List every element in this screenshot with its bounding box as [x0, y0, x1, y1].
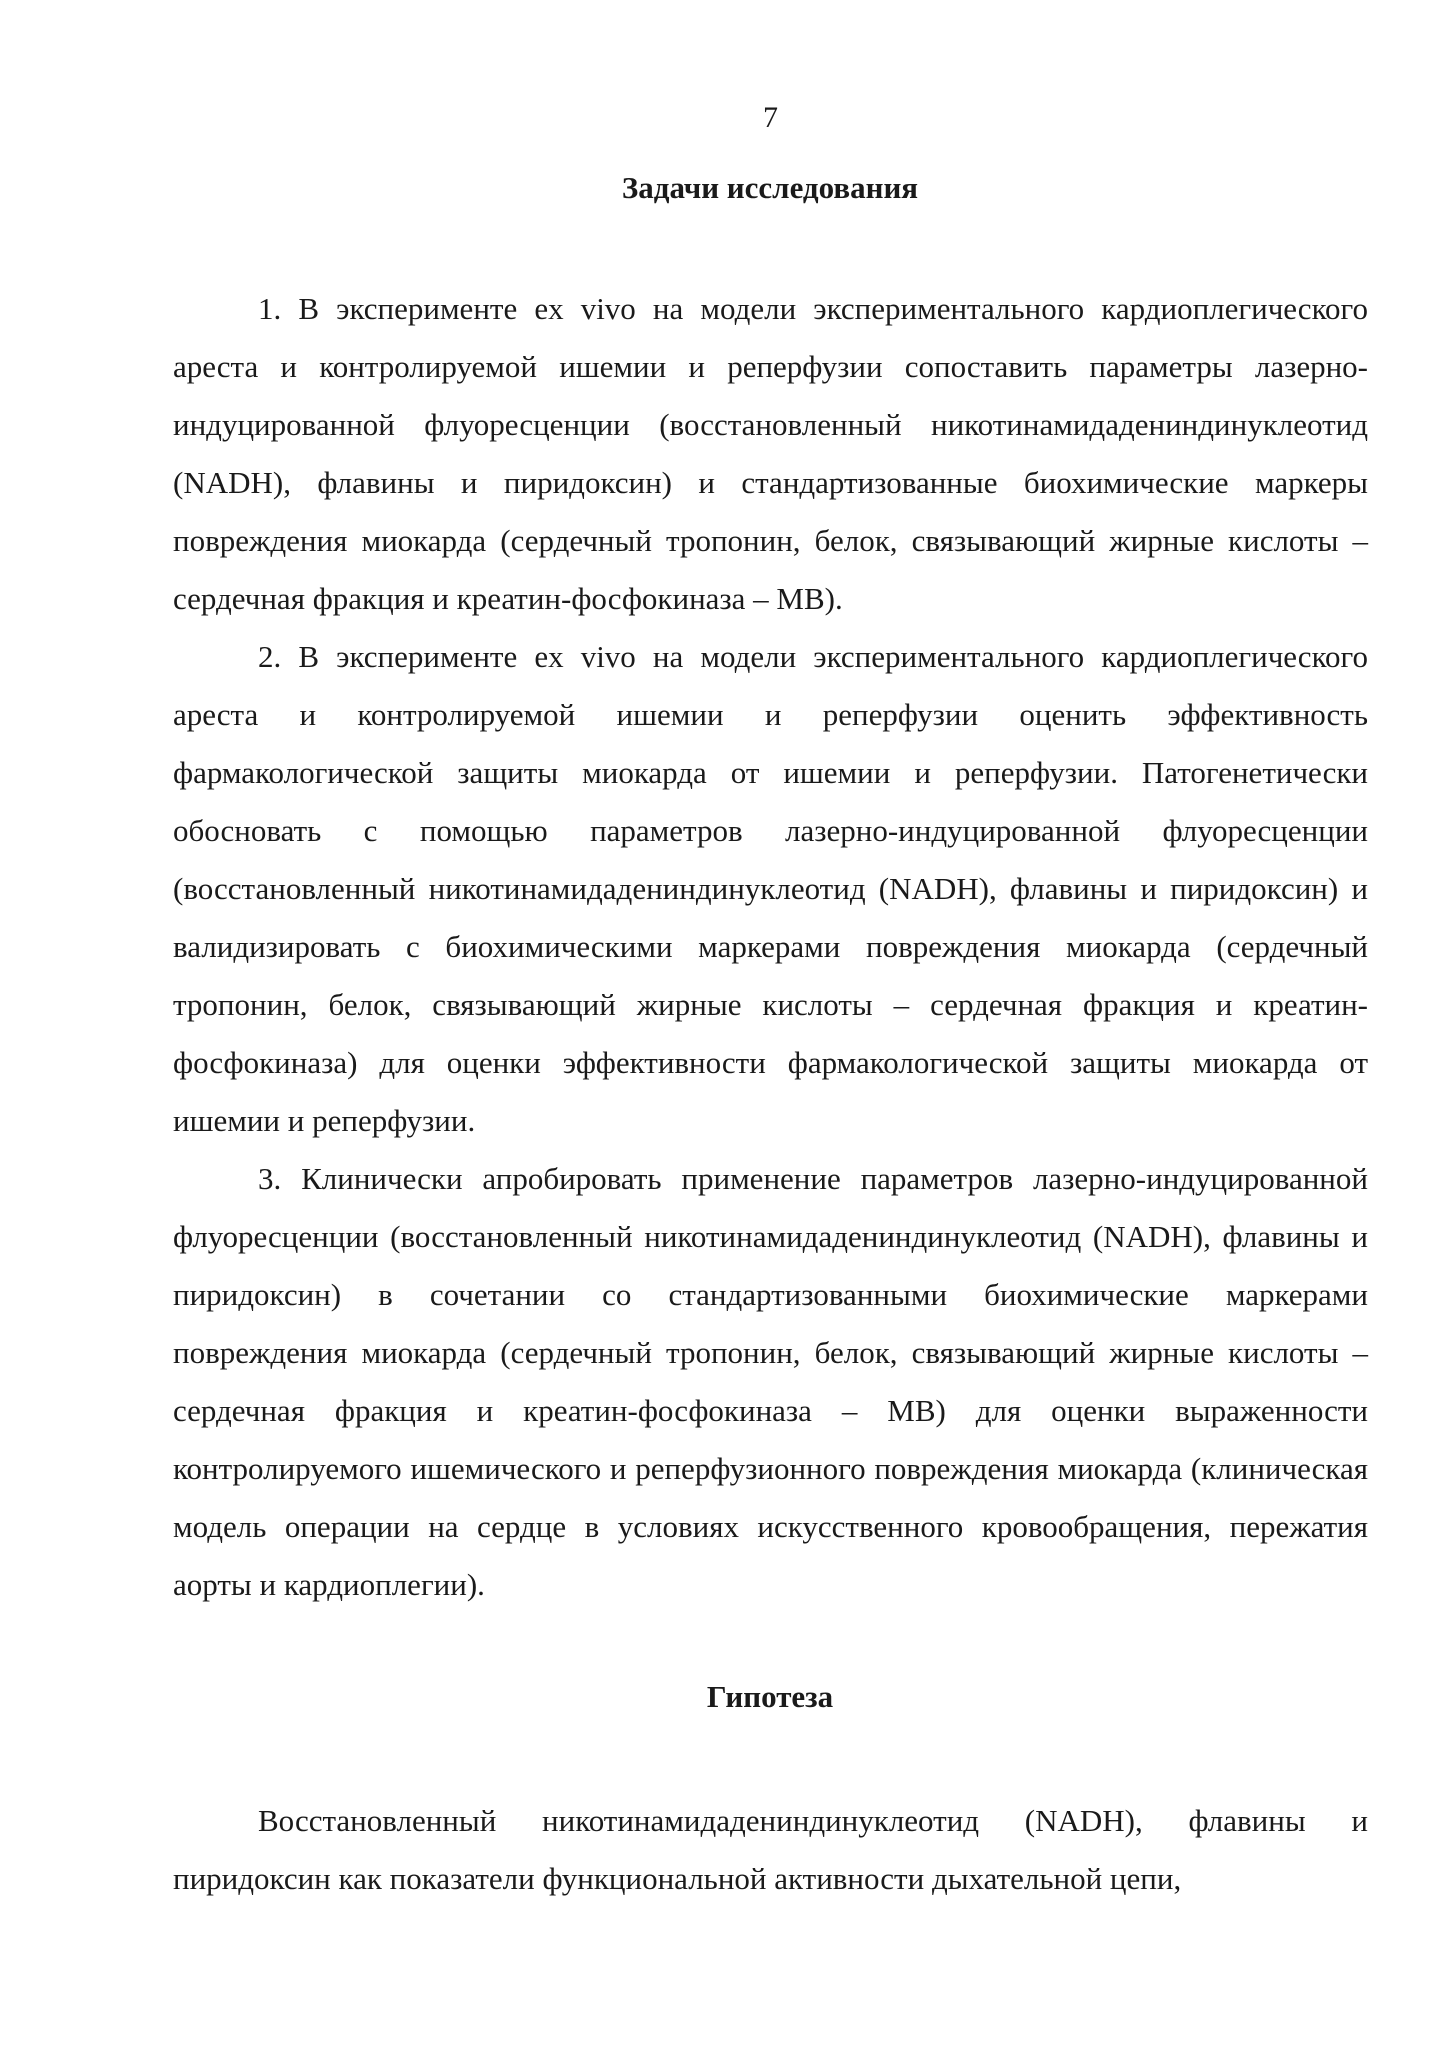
- hypothesis-paragraph: Восстановленный никотинамидадениндинуклеотид (NADH), флавины и пиридоксин как показатели функциональной активности дыхательной цепи,: [173, 1803, 1368, 1896]
- task-item-1: 1. В эксперименте ex vivo на модели экспериментального кардиоплегического ареста и контролируемой ишемии и реперфузии сопоставить параметры лазерно-индуцированной флуоресценции (восстановленный никотинамидадениндинуклеотид (NADH), флавины и пиридоксин) и стандартизованные биохимические маркеры повреждения миокарда (сердечный тропонин, белок, связывающий жирные кислоты – сердечная фракция и креатин-фосфокиназа – MB).: [173, 291, 1368, 616]
- task-item-3: 3. Клинически апробировать применение параметров лазерно-индуцированной флуоресценции (восстановленный никотинамидадениндинуклеотид (NADH), флавины и пиридоксин) в сочетании со стандартизованными биохимические маркерами повреждения миокарда (сердечный тропонин, белок, связывающий жирные кислоты – сердечная фракция и креатин-фосфокиназа – MB) для оценки выраженности контролируемого ишемического и реперфузионного повреждения миокарда (клиническая модель операции на сердце в условиях искусственного кровообращения, пережатия аорты и кардиоплегии).: [173, 1161, 1368, 1602]
- tasks-list: [173, 280, 1368, 1614]
- page-number: 7: [763, 101, 778, 134]
- hypothesis-block: [173, 1792, 1368, 1908]
- hypothesis-heading: Гипотеза: [706, 1679, 834, 1714]
- task-item-2: 2. В эксперименте ex vivo на модели экспериментального кардиоплегического ареста и контролируемой ишемии и реперфузии оценить эффективность фармакологической защиты миокарда от ишемии и реперфузии. Патогенетически обосновать с помощью параметров лазерно-индуцированной флуоресценции (восстановленный никотинамидадениндинуклеотид (NADH), флавины и пиридоксин) и валидизировать с биохимическими маркерами повреждения миокарда (сердечный тропонин, белок, связывающий жирные кислоты – сердечная фракция и креатин-фосфокиназа) для оценки эффективности фармакологической защиты миокарда от ишемии и реперфузии.: [173, 639, 1368, 1138]
- tasks-heading: Задачи исследования: [621, 170, 919, 205]
